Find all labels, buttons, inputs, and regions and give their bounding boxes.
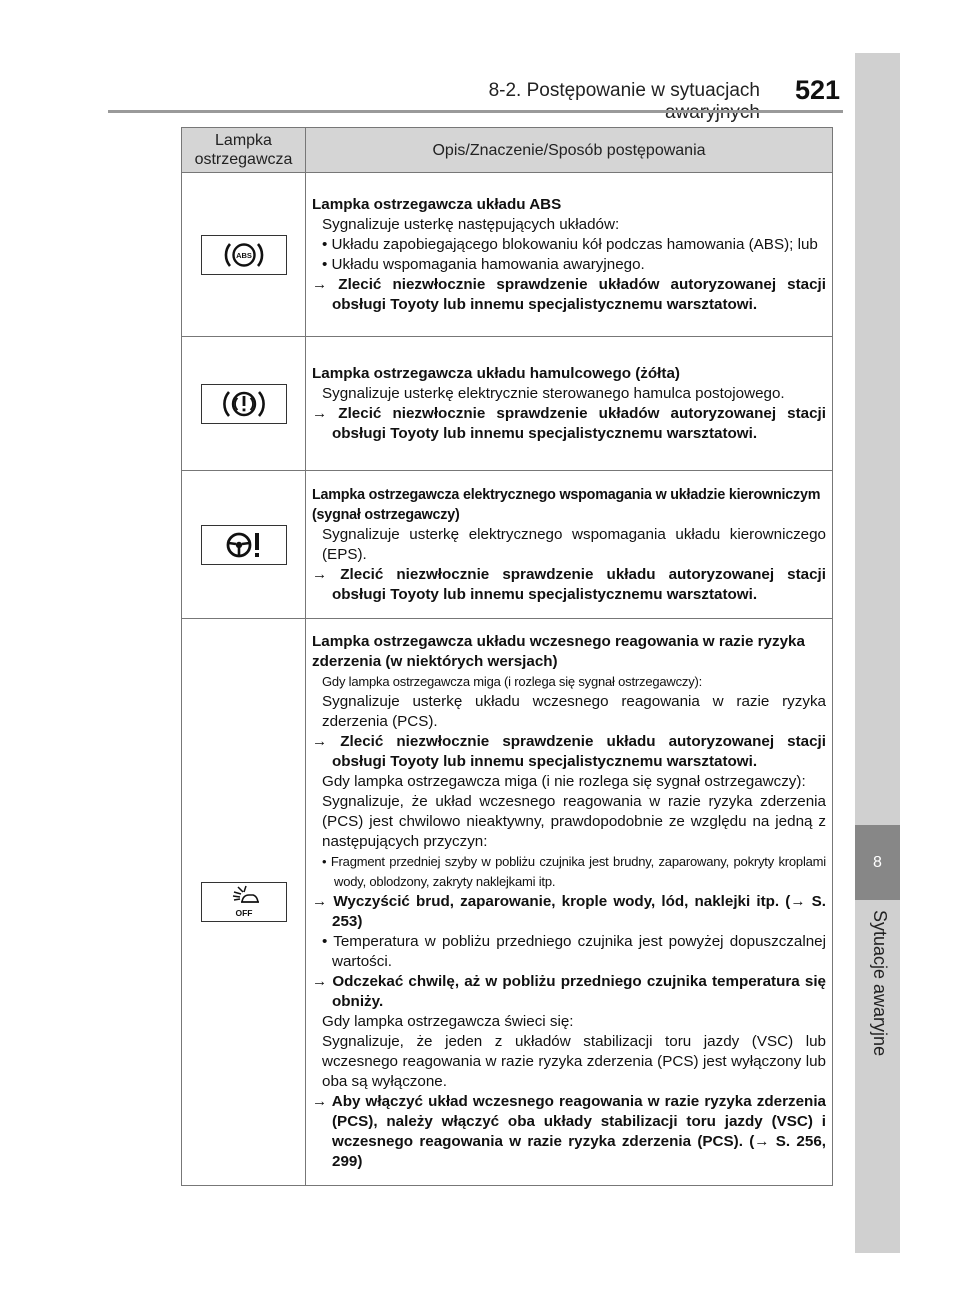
action-instruction: → Wyczyścić brud, zaparowanie, krople wody, lód, naklejki itp. (→ S. 253)	[312, 893, 826, 930]
row-title: Lampka ostrzegawcza układu hamulcowego (żółta)	[312, 364, 680, 382]
description-cell	[306, 337, 833, 471]
description-line: Sygnalizuje, że układ wczesnego reagowania w razie ryzyka zderzenia (PCS) jest chwilowo nieaktywny, prawdopodobnie ze względu na jedną z następujących przyczyn:	[322, 793, 826, 850]
icon-cell	[182, 471, 306, 619]
section-title: 8-2. Postępowanie w sytuacjach	[488, 80, 760, 101]
table-row	[182, 337, 833, 471]
description-line: Sygnalizuje usterkę elektrycznie sterowanego hamulca postojowego.	[322, 384, 785, 402]
action-instruction: → Aby włączyć układ wczesnego reagowania w razie ryzyka zderzenia (PCS), należy włączyć oba układy stabilizacji toru jazdy (VSC) i wczesnego reagowania w razie ryzyka zderzenia (PCS). (→ S. 256, 299)	[312, 1093, 826, 1170]
bullet-item: • Temperatura w pobliżu przedniego czujnika jest powyżej dopuszczalnej wartości.	[322, 933, 826, 970]
action-instruction: → Odczekać chwilę, aż w pobliżu przedniego czujnika temperatura się obniży.	[312, 973, 826, 1010]
chapter-number: 8	[855, 825, 900, 900]
description-line: Gdy lampka ostrzegawcza miga (i rozlega się sygnał ostrzegawczy):	[322, 674, 703, 689]
svg-text:ABS: ABS	[235, 250, 252, 260]
description-line: Gdy lampka ostrzegawcza świeci się:	[322, 1013, 574, 1030]
svg-text:OFF: OFF	[235, 908, 252, 918]
row-title: Lampka ostrzegawcza układu wczesnego reagowania w razie ryzyka zderzenia (w niektórych wersjach)	[312, 633, 805, 670]
description-cell	[306, 471, 833, 619]
bullet-item: • Układu zapobiegającego blokowaniu kół podczas hamowania (ABS); lub	[322, 235, 818, 253]
column-header-warning-light: Lampka ostrzegawcza	[182, 128, 306, 173]
action-instruction: → Zlecić niezwłocznie sprawdzenie układów autoryzowanej stacji obsługi Toyoty lub innemu specjalistycznemu warsztatowi.	[312, 404, 826, 442]
bullet-item: • Układu wspomagania hamowania awaryjnego.	[322, 255, 645, 273]
row-title: Lampka ostrzegawcza układu ABS	[312, 195, 562, 213]
description-cell	[306, 619, 833, 1186]
action-instruction: → Zlecić niezwłocznie sprawdzenie układów autoryzowanej stacji obsługi Toyoty lub innemu specjalistycznemu warsztatowi.	[312, 275, 826, 313]
description-line: Sygnalizuje usterkę układu wczesnego reagowania w razie ryzyka zderzenia (PCS).	[322, 693, 826, 730]
page-number: 521	[794, 75, 840, 105]
chapter-title: Sytuacje awaryjne	[870, 910, 890, 1057]
icon-cell	[182, 619, 306, 1186]
column-header-description: Opis/Znaczenie/Sposób postępowania	[306, 128, 833, 173]
eps-warning-icon	[201, 525, 287, 565]
row-title: Lampka ostrzegawcza elektrycznego wspomagania w układzie kierowniczym (sygnał ostrzegawczy)	[312, 486, 821, 523]
pcs-off-warning-icon	[201, 882, 287, 922]
description-cell	[306, 173, 833, 337]
description-line: Sygnalizuje, że jeden z układów stabilizacji toru jazdy (VSC) lub wczesnego reagowania w razie ryzyka zderzenia (PCS) jest wyłączony lub oba są wyłączone.	[322, 1033, 826, 1090]
abs-warning-icon	[201, 235, 287, 275]
table-header-row	[182, 128, 833, 173]
description-line: Sygnalizuje usterkę elektrycznego wspomagania układu kierowniczego (EPS).	[322, 525, 826, 563]
bullet-item: • Fragment przedniej szyby w pobliżu czujnika jest brudny, zaparowany, pokryty kroplami wody, oblodzony, zakryty naklejkami itp.	[322, 854, 826, 889]
table-row	[182, 173, 833, 337]
header-divider	[108, 110, 843, 113]
action-instruction: → Zlecić niezwłocznie sprawdzenie układu autoryzowanej stacji obsługi Toyoty lub innemu specjalistycznemu warsztatowi.	[312, 733, 826, 770]
description-line: Sygnalizuje usterkę następujących układów:	[322, 215, 620, 233]
table-row	[182, 471, 833, 619]
brake-system-warning-icon	[201, 384, 287, 424]
warning-lights-table	[181, 127, 833, 1186]
table-row	[182, 619, 833, 1186]
icon-cell	[182, 173, 306, 337]
icon-cell	[182, 337, 306, 471]
action-instruction: → Zlecić niezwłocznie sprawdzenie układu autoryzowanej stacji obsługi Toyoty lub innemu specjalistycznemu warsztatowi.	[312, 565, 826, 603]
description-line: Gdy lampka ostrzegawcza miga (i nie rozlega się sygnał ostrzegawczy):	[322, 773, 806, 790]
